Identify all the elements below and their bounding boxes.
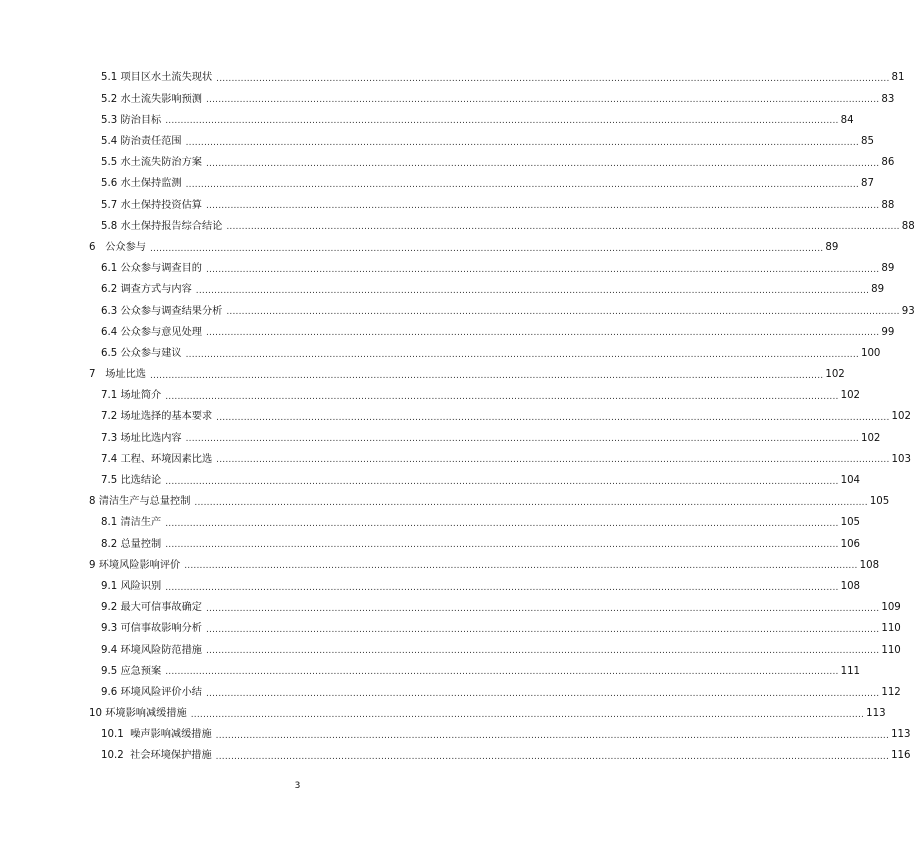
- dot-leader: ............................................................................................................................................................................................................................: [205, 95, 880, 106]
- toc-entry-page: 84: [840, 114, 854, 126]
- toc-entry-number: 10.2: [101, 750, 124, 762]
- toc-entry-number: 8.1: [101, 517, 118, 529]
- toc-entry-page: 102: [825, 369, 845, 381]
- toc-entry-page: 86: [881, 157, 895, 169]
- toc-entry-title: 场址比选: [95, 369, 146, 381]
- toc-entry[interactable]: [0, 492, 890, 513]
- dot-leader: ............................................................................................................................................................................................................................: [216, 74, 890, 85]
- toc-entry[interactable]: [0, 153, 895, 174]
- table-of-contents: [0, 68, 915, 767]
- dot-leader: ............................................................................................................................................................................................................................: [205, 603, 880, 614]
- toc-entry-number: 5.6: [101, 178, 118, 190]
- toc-entry-page: 100: [860, 347, 881, 359]
- toc-entry-page: 109: [881, 602, 901, 614]
- toc-entry-page: 111: [840, 665, 861, 677]
- toc-entry[interactable]: [0, 555, 880, 576]
- toc-entry-page: 110: [881, 623, 901, 635]
- dot-leader: ............................................................................................................................................................................................................................: [195, 285, 870, 296]
- dot-leader: ............................................................................................................................................................................................................................: [216, 455, 890, 466]
- toc-entry-title: 水土保持报告综合结论: [117, 220, 223, 232]
- dot-leader: ............................................................................................................................................................................................................................: [190, 709, 865, 720]
- dot-leader: ............................................................................................................................................................................................................................: [185, 137, 859, 148]
- dot-leader: ............................................................................................................................................................................................................................: [165, 540, 839, 551]
- toc-entry[interactable]: [0, 132, 874, 153]
- toc-entry-page: 105: [840, 517, 861, 529]
- toc-entry-title: 公众参与调查目的: [117, 263, 202, 275]
- toc-entry[interactable]: [0, 704, 886, 725]
- dot-leader: ............................................................................................................................................................................................................................: [149, 243, 824, 254]
- toc-entry[interactable]: [0, 619, 901, 640]
- dot-leader: ............................................................................................................................................................................................................................: [165, 519, 839, 530]
- dot-leader: ............................................................................................................................................................................................................................: [205, 264, 880, 275]
- toc-entry[interactable]: [0, 259, 895, 280]
- toc-entry-page: 83: [881, 93, 895, 105]
- dot-leader: ............................................................................................................................................................................................................................: [205, 328, 880, 339]
- dot-leader: ............................................................................................................................................................................................................................: [184, 561, 858, 572]
- toc-entry-page: 99: [881, 326, 895, 338]
- toc-entry-title: 公众参与调查结果分析: [117, 305, 223, 317]
- toc-entry-title: 水土保持监测: [117, 178, 182, 190]
- toc-entry[interactable]: [0, 174, 874, 195]
- toc-entry-number: 5.3: [101, 114, 118, 126]
- toc-entry-number: 6.4: [101, 326, 118, 338]
- toc-entry-title: 公众参与: [95, 241, 146, 253]
- dot-leader: ............................................................................................................................................................................................................................: [165, 391, 839, 402]
- toc-entry-page: 85: [860, 136, 874, 148]
- toc-entry-title: 环境风险评价小结: [117, 686, 202, 698]
- toc-entry-number: 9.6: [101, 686, 118, 698]
- toc-entry[interactable]: [0, 534, 861, 555]
- toc-entry-number: 9.3: [101, 623, 118, 635]
- dot-leader: ............................................................................................................................................................................................................................: [165, 116, 839, 127]
- toc-entry-title: 环境风险影响评价: [95, 559, 181, 571]
- toc-entry-number: 7: [89, 369, 96, 381]
- toc-entry-title: 公众参与意见处理: [117, 326, 202, 338]
- toc-entry-page: 112: [881, 686, 901, 698]
- toc-entry-number: 7.1: [101, 390, 118, 402]
- dot-leader: ............................................................................................................................................................................................................................: [149, 370, 824, 381]
- toc-entry-page: 89: [871, 284, 885, 296]
- toc-entry[interactable]: [0, 386, 861, 407]
- toc-entry[interactable]: [0, 365, 845, 386]
- dot-leader: ............................................................................................................................................................................................................................: [194, 497, 868, 508]
- toc-entry-page: 93: [901, 305, 915, 317]
- toc-entry[interactable]: [0, 471, 861, 492]
- toc-entry-title: 防治责任范围: [117, 136, 182, 148]
- toc-entry-page: 110: [881, 644, 901, 656]
- toc-entry-title: 场址选择的基本要求: [117, 411, 213, 423]
- toc-entry-title: 可信事故影响分析: [117, 623, 202, 635]
- toc-entry-page: 108: [840, 580, 861, 592]
- toc-entry-page: 87: [860, 178, 874, 190]
- toc-entry-title: 工程、环境因素比选: [117, 453, 213, 465]
- toc-entry[interactable]: [0, 322, 895, 343]
- toc-entry-page: 106: [840, 538, 861, 550]
- toc-entry-number: 7.5: [101, 475, 118, 487]
- toc-entry[interactable]: [0, 598, 901, 619]
- dot-leader: ............................................................................................................................................................................................................................: [205, 158, 880, 169]
- toc-entry-number: 5.2: [101, 93, 118, 105]
- toc-entry[interactable]: [0, 428, 881, 449]
- toc-entry-number: 7.2: [101, 411, 118, 423]
- toc-entry-number: 9.1: [101, 580, 118, 592]
- toc-entry[interactable]: [0, 238, 839, 259]
- toc-entry-number: 10: [89, 708, 102, 720]
- toc-entry-title: 社会环境保护措施: [123, 750, 212, 762]
- toc-entry-title: 清洁生产与总量控制: [95, 496, 191, 508]
- dot-leader: ............................................................................................................................................................................................................................: [226, 307, 900, 318]
- toc-entry-number: 5.7: [101, 199, 118, 211]
- toc-entry-page: 89: [881, 263, 895, 275]
- toc-entry-title: 总量控制: [117, 538, 162, 550]
- toc-entry-title: 应急预案: [117, 665, 162, 677]
- toc-entry-number: 6.3: [101, 305, 118, 317]
- toc-entry-number: 5.8: [101, 220, 118, 232]
- toc-entry-page: 104: [840, 475, 861, 487]
- toc-entry-number: 5.4: [101, 136, 118, 148]
- toc-entry-page: 105: [869, 496, 890, 508]
- toc-entry[interactable]: [0, 280, 885, 301]
- toc-entry-page: 88: [901, 220, 915, 232]
- toc-entry-title: 环境影响减缓措施: [101, 708, 187, 720]
- dot-leader: ............................................................................................................................................................................................................................: [205, 624, 880, 635]
- dot-leader: ............................................................................................................................................................................................................................: [215, 752, 890, 763]
- page-number: 3: [294, 781, 301, 791]
- toc-entry-page: 108: [859, 559, 880, 571]
- toc-entry[interactable]: [0, 407, 911, 428]
- dot-leader: ............................................................................................................................................................................................................................: [165, 582, 839, 593]
- toc-entry[interactable]: [0, 661, 861, 682]
- toc-entry-title: 场址比选内容: [117, 432, 182, 444]
- toc-entry-title: 比选结论: [117, 475, 162, 487]
- toc-entry-page: 102: [891, 411, 911, 423]
- toc-entry[interactable]: [0, 110, 854, 131]
- toc-entry-page: 102: [860, 432, 881, 444]
- toc-entry[interactable]: [0, 513, 861, 534]
- toc-entry[interactable]: [0, 343, 881, 364]
- toc-entry-number: 6: [89, 241, 96, 253]
- toc-entry-page: 113: [866, 708, 886, 720]
- toc-entry[interactable]: [0, 682, 901, 703]
- dot-leader: ............................................................................................................................................................................................................................: [185, 434, 859, 445]
- toc-entry-number: 5.1: [101, 72, 118, 84]
- toc-entry[interactable]: [0, 89, 895, 110]
- toc-entry[interactable]: [0, 195, 895, 216]
- toc-entry-number: 9.2: [101, 602, 118, 614]
- toc-entry-number: 8.2: [101, 538, 118, 550]
- toc-entry-title: 风险识别: [117, 580, 162, 592]
- toc-entry-page: 81: [891, 72, 905, 84]
- toc-entry-page: 103: [891, 453, 911, 465]
- dot-leader: ............................................................................................................................................................................................................................: [205, 201, 880, 212]
- toc-entry-title: 最大可信事故确定: [117, 602, 202, 614]
- toc-entry-title: 水土保持投资估算: [117, 199, 202, 211]
- dot-leader: ............................................................................................................................................................................................................................: [215, 730, 890, 741]
- dot-leader: ............................................................................................................................................................................................................................: [185, 180, 859, 191]
- toc-entry-number: 8: [89, 496, 96, 508]
- toc-entry[interactable]: [0, 725, 911, 746]
- toc-entry-number: 5.5: [101, 157, 118, 169]
- toc-entry-title: 场址简介: [117, 390, 162, 402]
- toc-entry-title: 清洁生产: [117, 517, 162, 529]
- toc-entry-title: 调查方式与内容: [117, 284, 192, 296]
- dot-leader: ............................................................................................................................................................................................................................: [205, 646, 880, 657]
- toc-entry-page: 102: [840, 390, 861, 402]
- toc-entry[interactable]: [0, 216, 915, 237]
- toc-entry-title: 噪声影响减缓措施: [123, 729, 212, 741]
- toc-entry-number: 9.5: [101, 665, 118, 677]
- toc-entry-number: 7.4: [101, 453, 118, 465]
- toc-entry-page: 113: [891, 729, 911, 741]
- dot-leader: ............................................................................................................................................................................................................................: [165, 476, 839, 487]
- toc-entry-number: 10.1: [101, 729, 124, 741]
- toc-entry-page: 89: [825, 241, 839, 253]
- dot-leader: ............................................................................................................................................................................................................................: [205, 688, 880, 699]
- toc-entry-title: 环境风险防范措施: [117, 644, 202, 656]
- dot-leader: ............................................................................................................................................................................................................................: [226, 222, 900, 233]
- toc-entry[interactable]: [0, 449, 911, 470]
- toc-entry-page: 88: [881, 199, 895, 211]
- toc-entry-number: 9: [89, 559, 96, 571]
- dot-leader: ............................................................................................................................................................................................................................: [165, 667, 839, 678]
- toc-entry-title: 公众参与建议: [117, 347, 182, 359]
- toc-entry-title: 项目区水土流失现状: [117, 72, 213, 84]
- toc-entry-number: 6.5: [101, 347, 118, 359]
- toc-entry-page: 116: [891, 750, 911, 762]
- toc-entry[interactable]: [0, 746, 911, 767]
- toc-entry[interactable]: [0, 301, 915, 322]
- dot-leader: ............................................................................................................................................................................................................................: [185, 349, 859, 360]
- toc-entry-number: 7.3: [101, 432, 118, 444]
- toc-entry-number: 6.2: [101, 284, 118, 296]
- toc-entry-title: 水土流失影响预测: [117, 93, 202, 105]
- toc-entry-number: 6.1: [101, 263, 118, 275]
- toc-entry-number: 9.4: [101, 644, 118, 656]
- toc-entry-title: 水土流失防治方案: [117, 157, 202, 169]
- toc-entry[interactable]: [0, 640, 901, 661]
- toc-entry-title: 防治目标: [117, 114, 162, 126]
- dot-leader: ............................................................................................................................................................................................................................: [216, 413, 890, 424]
- toc-entry[interactable]: [0, 68, 905, 89]
- toc-entry[interactable]: [0, 577, 861, 598]
